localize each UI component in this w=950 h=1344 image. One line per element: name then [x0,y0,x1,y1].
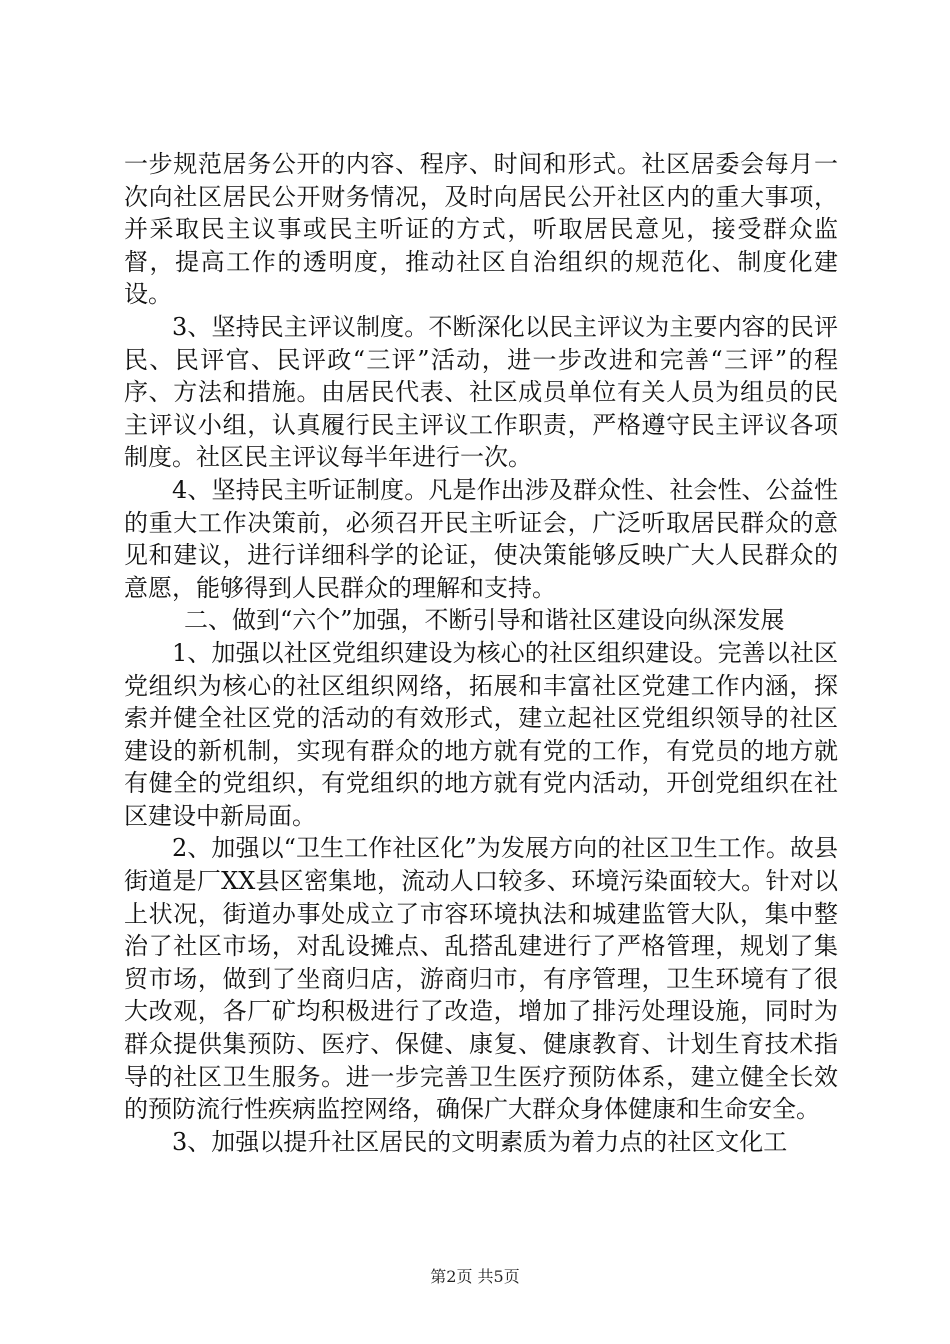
paragraph-continuation: 一步规范居务公开的内容、程序、时间和形式。社区居委会每月一次向社区居民公开财务情况，及时向居民公开社区内的重大事项，并采取民主议事或民主听证的方式，听取居民意见，接受群众监督，提高工作的透明度，推动社区自治组织的规范化、制度化建设。 [124,150,838,309]
paragraph-item-4-democratic-hearing: 4、坚持民主听证制度。凡是作出涉及群众性、社会性、公益性的重大工作决策前，必须召开民主听证会，广泛听取居民群众的意见和建议，进行详细科学的论证，使决策能够反映广大人民群众的意愿，能够得到人民群众的理解和支持。 [124,475,838,602]
paragraph-item-1-party-organization: 1、加强以社区党组织建设为核心的社区组织建设。完善以社区党组织为核心的社区组织网络，拓展和丰富社区党建工作内涵，探索并健全社区党的活动的有效形式，建立起社区党组织领导的社区建设的新机制，实现有群众的地方就有党的工作，有党员的地方就有健全的党组织，有党组织的地方就有党内活动，开创党组织在社区建设中新局面。 [124,638,838,830]
paragraph-item-3-democratic-review: 3、坚持民主评议制度。不断深化以民主评议为主要内容的民评民、民评官、民评政“三评”活动，进一步改进和完善“三评”的程序、方法和措施。由居民代表、社区成员单位有关人员为组员的民主评议小组，认真履行民主评议工作职责，严格遵守民主评议各项制度。社区民主评议每半年进行一次。 [124,312,838,472]
page-number-footer: 第2页 共5页 [430,1267,520,1286]
document-body [124,148,838,1158]
paragraph-item-3-community-culture: 3、加强以提升社区居民的文明素质为着力点的社区文化工 [172,1127,788,1156]
paragraph-item-2-community-health: 2、加强以“卫生工作社区化”为发展方向的社区卫生工作。故县街道是厂XX县区密集地，流动人口较多、环境污染面较大。针对以上状况，街道办事处成立了市容环境执法和城建监管大队，集中整治了社区市场，对乱设摊点、乱搭乱建进行了严格管理，规划了集贸市场，做到了坐商归店，游商归市，有序管理，卫生环境有了很大改观，各厂矿均积极进行了改造，增加了排污处理设施，同时为群众提供集预防、医疗、保健、康复、健康教育、计划生育技术指导的社区卫生服务。进一步完善卫生医疗预防体系，建立健全长效的预防流行性疾病监控网络，确保广大群众身体健康和生命安全。 [124,834,838,1124]
section-heading-two: 二、做到“六个”加强，不断引导和谐社区建设向纵深发展 [184,606,785,635]
